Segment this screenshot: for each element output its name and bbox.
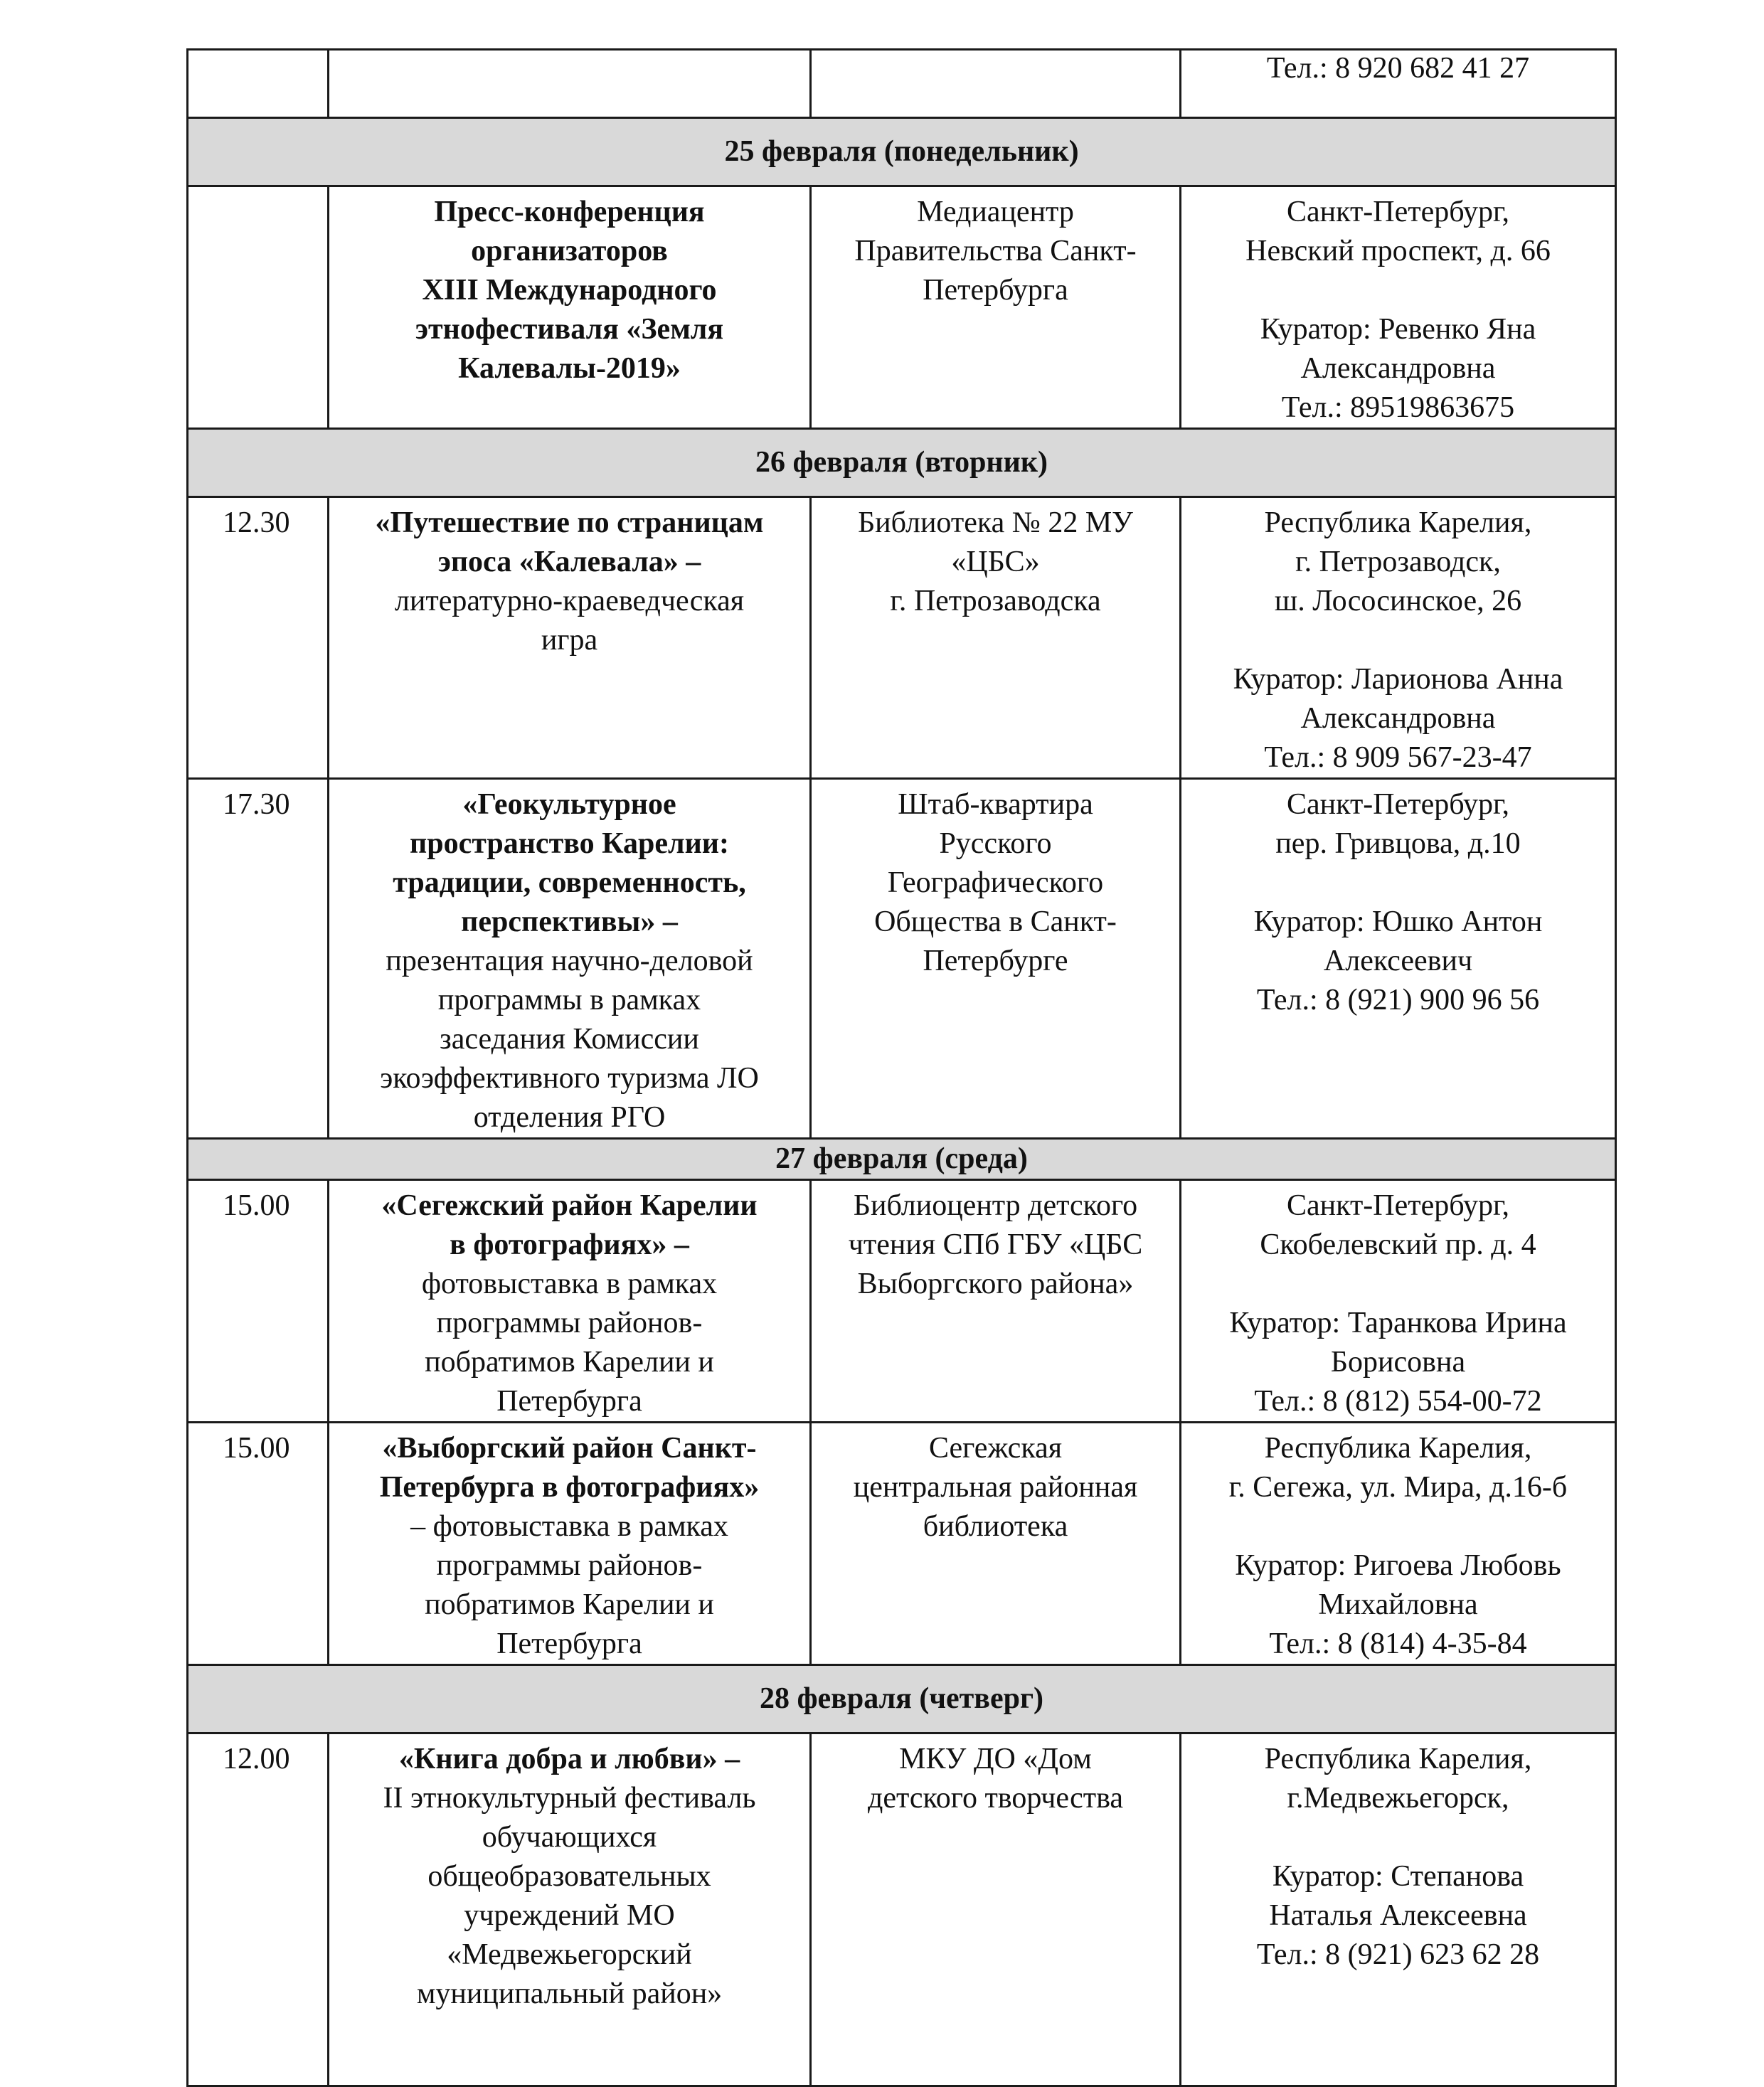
event-desc-line: заседания Комиссии bbox=[440, 1023, 699, 1056]
event-title-line: эпоса «Калевала» – bbox=[437, 546, 701, 578]
venue-line: детского творчества bbox=[867, 1782, 1124, 1815]
event-desc-line: общеобразовательных bbox=[427, 1860, 711, 1893]
event-row bbox=[188, 1180, 1616, 1423]
address-line: Санкт-Петербург, bbox=[1286, 788, 1510, 821]
spacer bbox=[1189, 621, 1608, 660]
event-description-cell bbox=[329, 1180, 811, 1423]
event-desc-line: презентация научно-деловой bbox=[386, 945, 753, 977]
event-desc-line: обучающихся bbox=[482, 1821, 657, 1854]
address-cell bbox=[1181, 186, 1616, 429]
curator-line: Тел.: 8 (921) 623 62 28 bbox=[1256, 1938, 1540, 1971]
event-desc-line: муниципальный район» bbox=[416, 1977, 723, 2010]
venue-cell bbox=[811, 50, 1181, 118]
venue-line: центральная районная bbox=[853, 1471, 1138, 1504]
event-desc-line: Петербурга bbox=[496, 1627, 642, 1660]
address-line: Санкт-Петербург, bbox=[1286, 1189, 1510, 1222]
spacer bbox=[1189, 271, 1608, 310]
address-line: г. Сегежа, ул. Мира, д.16-б bbox=[1228, 1471, 1568, 1504]
curator-line: Борисовна bbox=[1330, 1346, 1466, 1379]
event-desc-line: учреждений МО bbox=[464, 1899, 675, 1932]
venue-line: Географического bbox=[887, 866, 1104, 899]
address-line: ш. Лососинское, 26 bbox=[1274, 585, 1522, 617]
schedule-table bbox=[186, 48, 1617, 2087]
event-title-line: «Путешествие по страницам bbox=[375, 506, 764, 539]
event-title-line: этнофестиваля «Земля bbox=[415, 313, 724, 346]
day-heading: 26 февраля (вторник) bbox=[188, 429, 1616, 497]
venue-line: Правительства Санкт- bbox=[854, 235, 1137, 267]
event-desc-line: побратимов Карелии и bbox=[425, 1346, 714, 1379]
curator-line: Михайловна bbox=[1318, 1588, 1478, 1621]
event-time: 12.00 bbox=[188, 1733, 329, 2086]
event-row bbox=[188, 186, 1616, 429]
venue-line: г. Петрозаводска bbox=[890, 585, 1101, 617]
spacer bbox=[1189, 1265, 1608, 1304]
spacer bbox=[1189, 864, 1608, 903]
venue-line: Медиацентр bbox=[917, 196, 1074, 228]
venue-line: Штаб-квартира bbox=[898, 788, 1093, 821]
event-desc-line: отделения РГО bbox=[473, 1101, 666, 1134]
event-description-cell bbox=[329, 1423, 811, 1665]
event-time: 12.30 bbox=[188, 497, 329, 779]
event-title-line: традиции, современность, bbox=[393, 866, 746, 899]
address-cell bbox=[1181, 779, 1616, 1139]
event-desc-line: игра bbox=[541, 624, 598, 657]
address-line: Санкт-Петербург, bbox=[1286, 196, 1510, 228]
event-desc-line: литературно-краеведческая bbox=[394, 585, 745, 617]
event-cell bbox=[329, 50, 811, 118]
event-desc-line: побратимов Карелии и bbox=[425, 1588, 714, 1621]
address-line: г.Медвежьегорск, bbox=[1287, 1782, 1509, 1815]
event-title-line: организаторов bbox=[471, 235, 668, 267]
day-heading: 27 февраля (среда) bbox=[188, 1139, 1616, 1180]
event-time: 17.30 bbox=[188, 779, 329, 1139]
event-row bbox=[188, 1733, 1616, 2086]
venue-cell bbox=[811, 1423, 1181, 1665]
event-desc-line: фотовыставка в рамках bbox=[421, 1268, 718, 1300]
day-header-row bbox=[188, 118, 1616, 186]
curator-line: Тел.: 8 909 567-23-47 bbox=[1264, 741, 1532, 774]
venue-line: Выборгского района» bbox=[857, 1268, 1134, 1300]
event-desc-line: программы районов- bbox=[436, 1307, 703, 1339]
day-heading: 28 февраля (четверг) bbox=[188, 1665, 1616, 1733]
address-cell bbox=[1181, 497, 1616, 779]
curator-line: Куратор: Таранкова Ирина bbox=[1229, 1307, 1567, 1339]
day-header-row bbox=[188, 429, 1616, 497]
event-time: 15.00 bbox=[188, 1423, 329, 1665]
address-cell bbox=[1181, 50, 1616, 118]
venue-line: Сегежская bbox=[928, 1432, 1063, 1465]
curator-line: Алексеевич bbox=[1323, 945, 1473, 977]
venue-line: Петербурга bbox=[923, 274, 1068, 307]
venue-line: Русского bbox=[939, 827, 1052, 860]
address-line: Скобелевский пр. д. 4 bbox=[1260, 1228, 1536, 1261]
day-header-row bbox=[188, 1665, 1616, 1733]
event-title-line: «Геокультурное bbox=[462, 788, 676, 821]
curator-line: Куратор: Ларионова Анна bbox=[1233, 663, 1563, 696]
venue-line: Петербурге bbox=[923, 945, 1068, 977]
event-desc-line: программы в рамках bbox=[437, 984, 701, 1016]
curator-line: Тел.: 8 (814) 4-35-84 bbox=[1269, 1627, 1527, 1660]
event-description-cell bbox=[329, 1733, 811, 2086]
curator-line: Куратор: Ревенко Яна bbox=[1260, 313, 1536, 346]
spacer bbox=[1189, 1818, 1608, 1857]
event-title-line: Калевалы-2019» bbox=[458, 352, 681, 385]
curator-line: Тел.: 8 (812) 554-00-72 bbox=[1254, 1385, 1542, 1418]
address-line: Республика Карелия, bbox=[1264, 1432, 1532, 1465]
venue-cell bbox=[811, 779, 1181, 1139]
day-heading: 25 февраля (понедельник) bbox=[188, 118, 1616, 186]
address-cell bbox=[1181, 1180, 1616, 1423]
venue-line: Общества в Санкт- bbox=[874, 906, 1117, 938]
schedule-body bbox=[188, 50, 1616, 2086]
curator-line: Тел.: 89519863675 bbox=[1281, 391, 1515, 424]
event-title-line: Петербурга в фотографиях» bbox=[379, 1471, 760, 1504]
time-cell bbox=[188, 50, 329, 118]
venue-line: Библиоцентр детского bbox=[853, 1189, 1138, 1222]
contact-phone: Тел.: 8 920 682 41 27 bbox=[1266, 52, 1530, 85]
curator-line: Александровна bbox=[1300, 702, 1496, 735]
curator-line: Куратор: Юшко Антон bbox=[1253, 906, 1543, 938]
venue-line: библиотека bbox=[923, 1510, 1068, 1543]
address-line: г. Петрозаводск, bbox=[1295, 546, 1501, 578]
event-row bbox=[188, 1423, 1616, 1665]
curator-line: Куратор: Степанова bbox=[1272, 1860, 1524, 1893]
event-title-line: Пресс-конференция bbox=[434, 196, 705, 228]
address-line: Невский проспект, д. 66 bbox=[1245, 235, 1551, 267]
day-header-row bbox=[188, 1139, 1616, 1180]
address-line: Республика Карелия, bbox=[1264, 1743, 1532, 1775]
address-cell bbox=[1181, 1423, 1616, 1665]
event-description-cell bbox=[329, 186, 811, 429]
event-desc-line: «Медвежьегорский bbox=[447, 1938, 692, 1971]
event-title-line: «Сегежский район Карелии bbox=[381, 1189, 758, 1222]
event-time: 15.00 bbox=[188, 1180, 329, 1423]
curator-line: Наталья Алексеевна bbox=[1269, 1899, 1527, 1932]
curator-line: Александровна bbox=[1300, 352, 1496, 385]
continuation-row bbox=[188, 50, 1616, 118]
event-description-cell bbox=[329, 497, 811, 779]
venue-line: МКУ ДО «Дом bbox=[899, 1743, 1092, 1775]
venue-line: «ЦБС» bbox=[951, 546, 1040, 578]
event-title-line: XIII Международного bbox=[422, 274, 717, 307]
event-desc-line: программы районов- bbox=[436, 1549, 703, 1582]
venue-cell bbox=[811, 1180, 1181, 1423]
venue-line: Библиотека № 22 МУ bbox=[858, 506, 1133, 539]
venue-line: чтения СПб ГБУ «ЦБС bbox=[848, 1228, 1143, 1261]
event-title-line: в фотографиях» – bbox=[450, 1228, 689, 1261]
event-title-line: пространство Карелии: bbox=[410, 827, 729, 860]
event-desc-line: экоэффективного туризма ЛО bbox=[380, 1062, 759, 1095]
event-title-line: «Книга добра и любви» – bbox=[398, 1743, 740, 1775]
event-time bbox=[188, 186, 329, 429]
venue-cell bbox=[811, 186, 1181, 429]
event-desc-line: Петербурга bbox=[496, 1385, 642, 1418]
curator-line: Тел.: 8 (921) 900 96 56 bbox=[1256, 984, 1540, 1016]
spacer bbox=[1189, 1507, 1608, 1546]
event-desc-line: II этнокультурный фестиваль bbox=[383, 1782, 756, 1815]
event-row bbox=[188, 779, 1616, 1139]
event-title-line: перспективы» – bbox=[461, 906, 678, 938]
curator-line: Куратор: Ригоева Любовь bbox=[1235, 1549, 1561, 1582]
event-row bbox=[188, 497, 1616, 779]
address-line: пер. Гривцова, д.10 bbox=[1275, 827, 1521, 860]
event-desc-line: – фотовыставка в рамках bbox=[410, 1510, 728, 1543]
event-description-cell bbox=[329, 779, 811, 1139]
address-cell bbox=[1181, 1733, 1616, 2086]
venue-cell bbox=[811, 497, 1181, 779]
address-line: Республика Карелия, bbox=[1264, 506, 1532, 539]
venue-cell bbox=[811, 1733, 1181, 2086]
event-title-line: «Выборгский район Санкт- bbox=[382, 1432, 757, 1465]
